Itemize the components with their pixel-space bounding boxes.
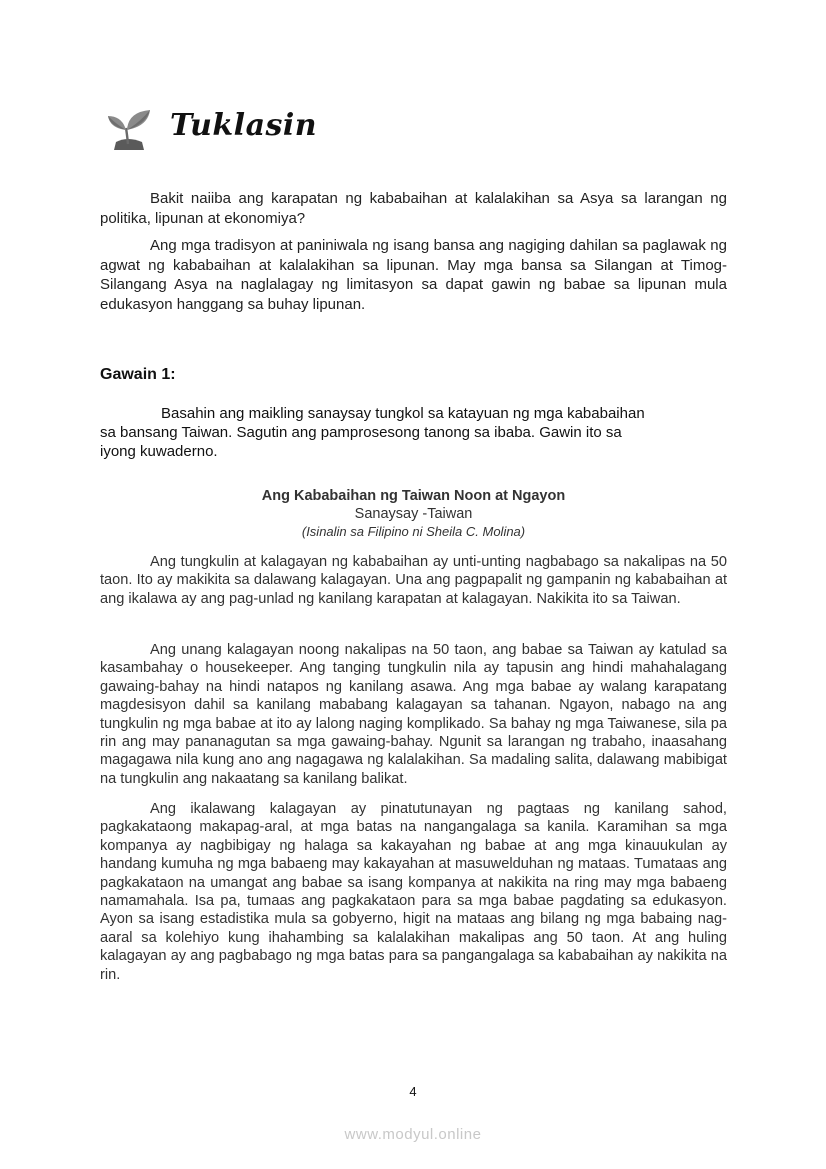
essay-header bbox=[100, 487, 727, 540]
sprout-icon bbox=[106, 108, 152, 152]
essay-text: Ang unang kalagayan noong nakalipas na 50 taon, ang babae sa Taiwan ay katulad sa kasambahay o housekeeper. Ang tanging tungkulin nila ay tapusin ang hindi mahahalagang gawaing-bahay na hindi natapos ng kanilang asawa. Ang mga babae ay walang karapatang magdesisyon dahil sa kanilang mababang kalagayan sa tahanan. Ngayon, nabago na ang tungkulin ng mga babae at ito ay lalong naging komplikado. Sa bahay ng mga Taiwanese, sila pa rin ang may pananagutan sa mga gawaing-bahay. Ngunit sa larangan ng trabaho, inaasahang magagawa nila kung ano ang nagagawa ng kalalakihan. Sa madaling salita, dalawang mabibigat na tungkulin ang nakaatang sa kanilang balikat. bbox=[100, 642, 727, 787]
essay-text: Ang ikalawang kalagayan ay pinatutunayan ng pagtaas ng kanilang sahod, pagkakataong makapag-aral, at mga batas na nangangalaga sa kanila. Karamihan sa mga kompanya ay nagbibigay ng halaga sa kakayahan ng babae at ang mga kinauukulan ay handang kumuha ng mga babaeng may kakayahan at masuwelduhan ng mataas. Tumataas ang pagkakataon na umangat ang babae sa isang kompanya at nakikita na ring may mga babaeng namamahala. Isa pa, tumaas ang pagkakataon para sa mga babae pagdating sa edukasyon. Ayon sa isang estadistika mula sa gobyerno, higit na mataas ang bilang ng mga babaing nag-aaral sa kolehiyo kung ihahambing sa kalalakihan makalipas ang 50 taon. At ang huling kalagayan ay ang pagbabago ng mga batas para sa pangangalaga sa kababaihan ay nakikita na rin. bbox=[100, 801, 727, 983]
essay-paragraph-3 bbox=[100, 800, 727, 984]
section-header bbox=[106, 100, 152, 160]
essay-subtitle: Sanaysay -Taiwan bbox=[354, 506, 473, 522]
watermark: www.modyul.online bbox=[344, 1126, 482, 1143]
intro-text bbox=[100, 189, 727, 314]
activity-instruction bbox=[100, 404, 660, 461]
instruction-text: Basahin ang maikling sanaysay tungkol sa katayuan ng mga kababaihan sa bansang Taiwan. Sagutin ang pamprosesong tanong sa ibaba. Gawin ito sa iyong kuwaderno. bbox=[100, 405, 645, 460]
intro-question: Bakit naiiba ang karapatan ng kababaihan at kalalakihan sa Asya sa larangan ng politika, lipunan at ekonomiya? bbox=[100, 190, 727, 227]
essay-title: Ang Kababaihan ng Taiwan Noon at Ngayon bbox=[261, 488, 566, 504]
page-number: 4 bbox=[409, 1084, 417, 1099]
section-title: Tuklasin bbox=[170, 108, 318, 143]
intro-paragraph: Ang mga tradisyon at paniniwala ng isang bansa ang nagiging dahilan sa paglawak ng agwat ng kababaihan at kalalakihan sa lipunan. May mga bansa sa Silangan at Timog-Silangang Asya na naglalagay ng limitasyon sa dapat gawin ng babae sa lipunan mula edukasyon hanggang sa buhay lipunan. bbox=[100, 237, 727, 313]
essay-credit: (Isinalin sa Filipino ni Sheila C. Molina) bbox=[301, 524, 526, 539]
essay-paragraph-1 bbox=[100, 553, 727, 608]
essay-paragraph-2 bbox=[100, 641, 727, 788]
essay-text: Ang tungkulin at kalagayan ng kababaihan ay unti-unting nagbabago sa nakalipas na 50 taon. Ito ay makikita sa dalawang kalagayan. Una ang pagpapalit ng gampanin ng kababaihan at ang ikalawa ay ang pag-unlad ng kanilang karapatan at kalagayan. Nakikita ito sa Taiwan. bbox=[100, 554, 727, 607]
activity-heading: Gawain 1: bbox=[100, 366, 176, 383]
